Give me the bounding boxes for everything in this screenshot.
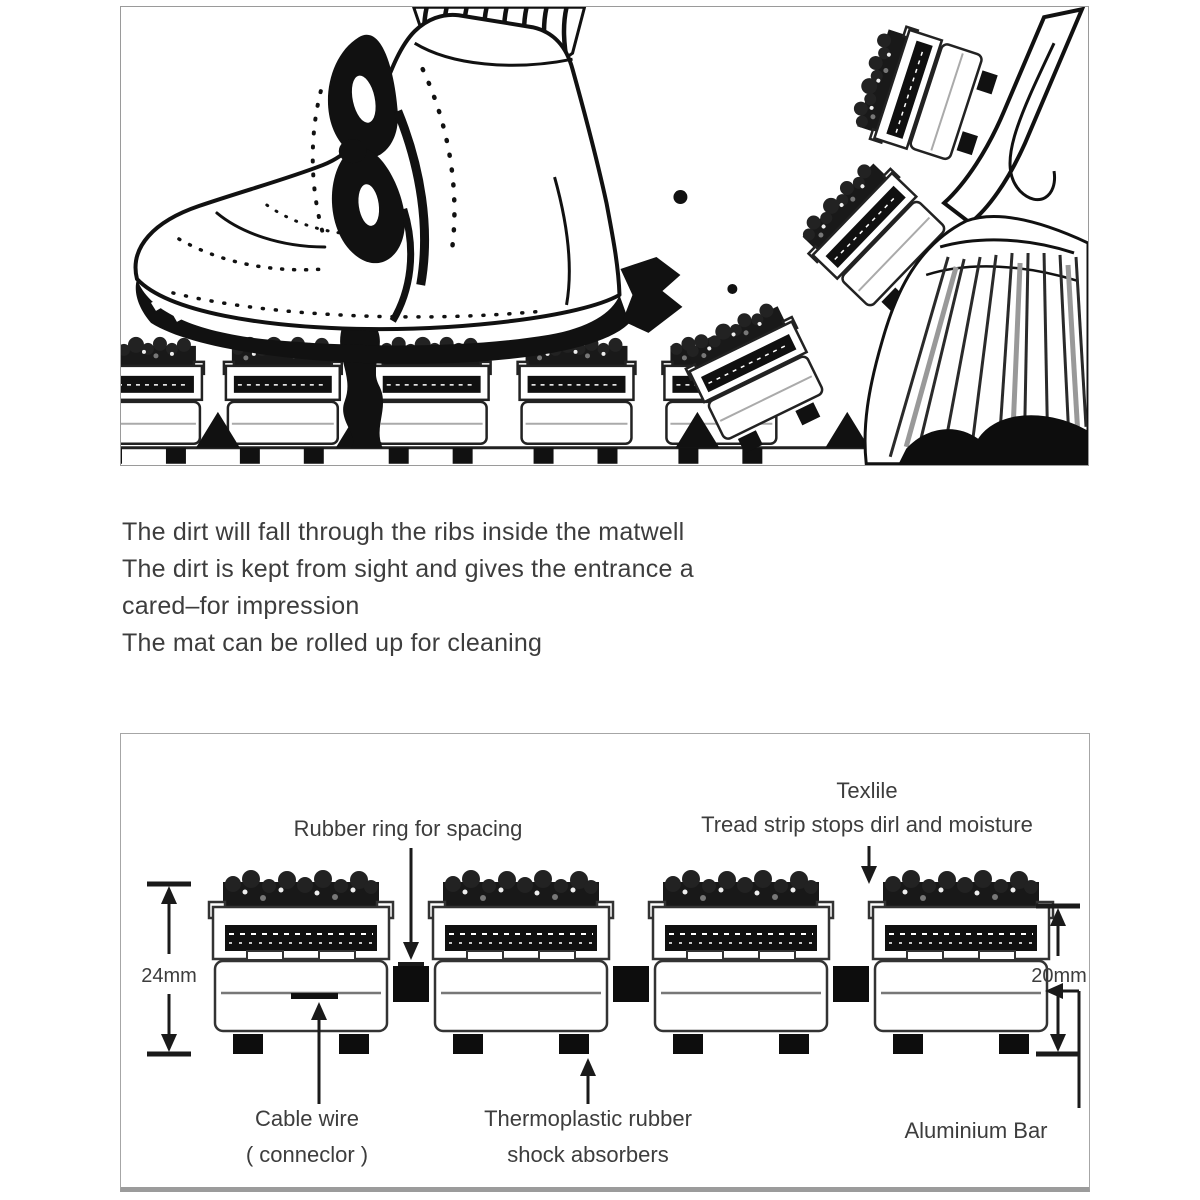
mat-illustration [121,7,1088,465]
diagram-mat-segment [649,870,833,1054]
dirt-speck [673,190,687,204]
tilted-mat-segment [846,19,1003,170]
rubber-ring-arrow [398,848,424,964]
diagram-mat-segment [869,870,1053,1054]
cable-label-line2: ( conneclor ) [245,1142,369,1167]
mat-segment [518,337,636,464]
left-dimension-label: 24mm [141,965,197,987]
textile-label-line1: Texlile [836,778,898,803]
dirt-clump [620,257,682,333]
caption-line: cared–for impression [122,592,360,620]
cable-wire-arrow [311,1002,327,1104]
brogue-boot [136,15,630,364]
shock-label-line1: Thermoplastic rubber [484,1106,692,1131]
caption-text [122,514,694,662]
aluminium-bar-label: Aluminium Bar [904,1118,1048,1143]
mat-cross-section-diagram [121,734,1089,1187]
aluminium-bar-arrow [1045,983,1079,1108]
mat-segment [121,337,204,464]
textile-label-line2: Tread strip stops dirl and moisture [701,812,1033,837]
caption-line: The dirt is kept from sight and gives the entrance a [122,555,694,583]
caption-line: The dirt will fall through the ribs inside the matwell [122,518,685,546]
cable-wire-mark [291,993,338,999]
caption-line: The mat can be rolled up for cleaning [122,629,543,657]
cross-section-diagram-panel [120,733,1090,1192]
rubber-ring-label: Rubber ring for spacing [293,816,523,841]
falling-dirt-stream [340,325,383,448]
broom-handle [944,9,1082,223]
diagram-mat-segment [209,870,393,1054]
shock-absorber-arrow [580,1058,596,1104]
cable-label-line1: Cable wire [255,1106,359,1131]
textile-arrow [861,846,877,884]
shock-label-line2: shock absorbers [507,1142,669,1167]
diagram-mat-segments [209,870,1053,1054]
dirt-speck [727,284,737,294]
right-dimension-label: 20mm [1031,965,1087,987]
illustration-panel [120,6,1089,466]
diagram-mat-segment [429,870,613,1054]
